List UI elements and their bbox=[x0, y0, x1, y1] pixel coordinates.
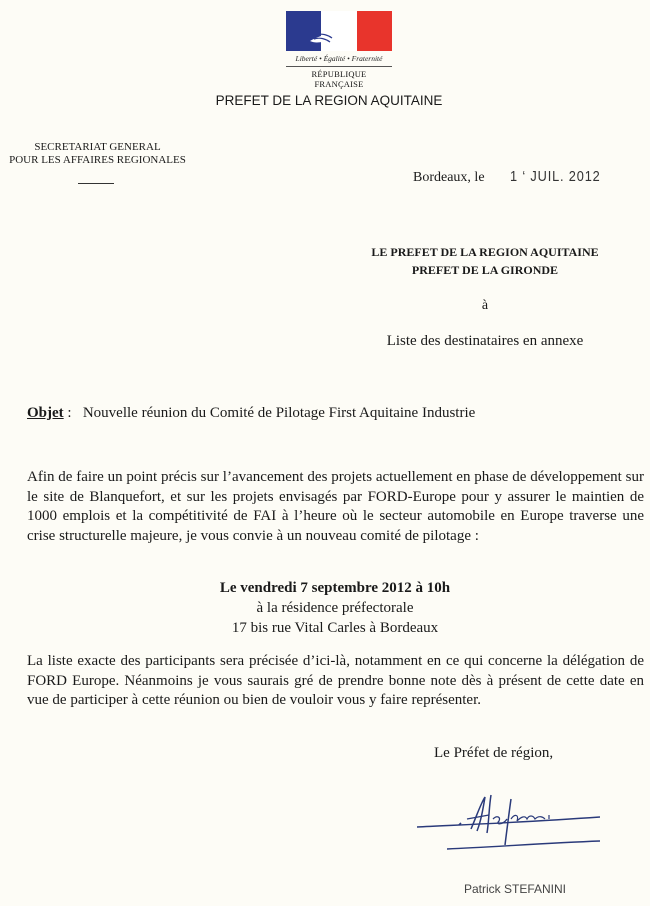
motto: Liberté • Égalité • Fraternité bbox=[295, 54, 383, 63]
sender-line-2: PREFET DE LA GIRONDE bbox=[411, 263, 559, 277]
marianne-logo bbox=[286, 11, 392, 89]
subject-line bbox=[27, 405, 475, 422]
date-stamp: 1 ‘ JUIL. 2012 bbox=[510, 168, 601, 185]
republique-francaise: RÉPUBLIQUE FRANÇAISE bbox=[311, 69, 367, 89]
sender-block bbox=[320, 243, 650, 279]
subject-text: Nouvelle réunion du Comité de Pilotage First Aquitaine Industrie bbox=[82, 405, 476, 421]
body-paragraph-1: Afin de faire un point précis sur l’avancement des projets actuellement en phase de développement sur le site de Blanquefort, et sur les projets envisagés par FORD-Europe pour y assurer le maintien de 1000 emplois et la compétitivité de FAI à l’heure où le secteur automobile en Europe traverse une crise structurelle majeure, je vous convie à un nouveau comité de pilotage : bbox=[27, 469, 644, 544]
recipient-name: Liste des destinataires en annexe bbox=[386, 333, 584, 349]
meeting-date: Le vendredi 7 septembre 2012 à 10h bbox=[219, 580, 451, 596]
body-paragraph-2: La liste exacte des participants sera précisée d’ici-là, notamment en ce qui concerne la délégation de FORD Europe. Néanmoins je vous saurais gré de prendre bonne note dès à présent de cette date en vue de participer à cette réunion ou bien de vouloir vous y faire représenter. bbox=[27, 653, 644, 708]
meeting-address: 17 bis rue Vital Carles à Bordeaux bbox=[231, 620, 439, 636]
department-line-2: POUR LES AFFAIRES REGIONALES bbox=[9, 154, 186, 166]
closing-title: Le Préfet de région, bbox=[434, 745, 554, 761]
place-label: Bordeaux, le bbox=[413, 170, 485, 185]
department-divider bbox=[78, 183, 114, 184]
subject-label: Objet bbox=[27, 405, 64, 421]
subject-separator: : bbox=[63, 405, 83, 421]
meeting-details bbox=[0, 578, 650, 638]
meeting-place: à la résidence préfectorale bbox=[256, 600, 414, 616]
recipient-to: à bbox=[481, 298, 489, 313]
logo-divider bbox=[286, 66, 392, 67]
department-line-1: SECRETARIAT GENERAL bbox=[34, 141, 161, 153]
signatory-name: Patrick STEFANINI bbox=[464, 882, 567, 896]
sender-line-1: LE PREFET DE LA REGION AQUITAINE bbox=[371, 245, 599, 259]
department-block bbox=[0, 141, 195, 167]
handwritten-signature bbox=[415, 785, 605, 855]
tricolor-flag-icon bbox=[286, 11, 392, 51]
authority-heading: PREFET DE LA REGION AQUITAINE bbox=[215, 93, 443, 108]
